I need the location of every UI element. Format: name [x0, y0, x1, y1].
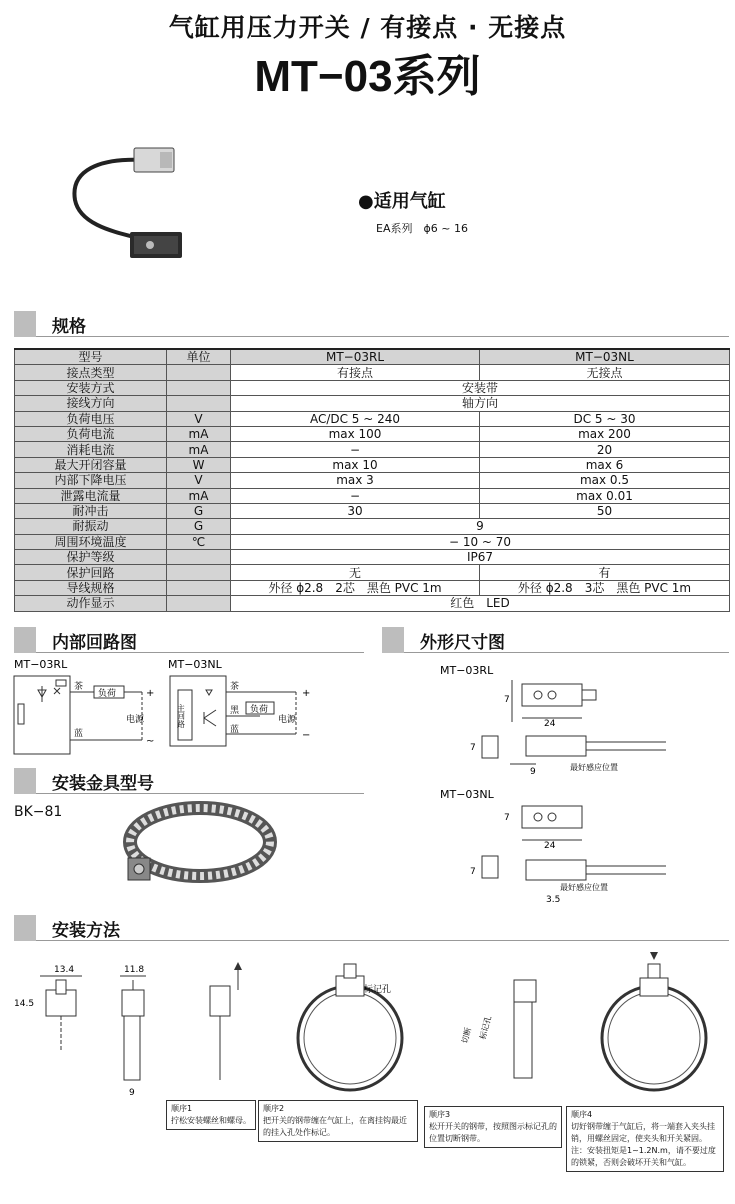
spec-item-name: 保护回路: [15, 565, 167, 580]
spec-item-name: 安装方式: [15, 380, 167, 395]
inst-134: 13.4: [54, 965, 75, 975]
spec-row: [15, 534, 730, 549]
spec-item-unit: [167, 380, 231, 395]
spec-value-rl: max 3: [231, 473, 480, 488]
section-circuit-title: 内部回路图: [52, 633, 137, 653]
spec-item-name: 周围环境温度: [15, 534, 167, 549]
spec-value-rl: 有接点: [231, 365, 480, 380]
spec-row: [15, 380, 730, 395]
circuit-nl-blue: 蓝: [230, 725, 240, 735]
spec-row: [15, 457, 730, 472]
spec-item-unit: [167, 365, 231, 380]
spec-item-unit: [167, 596, 231, 611]
circuit-rl-power: 电源: [126, 715, 145, 725]
step1-text: 拧松安装螺丝和螺母。: [171, 1116, 251, 1125]
applicable-heading: ●适用气缸: [358, 191, 446, 212]
applicable-series: EA系列 ϕ6 ~ 16: [376, 222, 468, 235]
spec-row: [15, 426, 730, 441]
spec-value-nl: max 6: [480, 457, 730, 472]
spec-item-name: 耐振动: [15, 519, 167, 534]
spec-value-rl: 外径 ϕ2.8 2芯 黑色 PVC 1m: [231, 580, 480, 595]
circuit-nl-minus: −: [302, 730, 311, 741]
spec-value-both: − 10 ~ 70: [231, 534, 730, 549]
circuit-diagram: [10, 656, 370, 760]
section-install: [14, 915, 729, 941]
install-diagram: [10, 950, 730, 1100]
spec-item-unit: [167, 550, 231, 565]
spec-header-rl: MT−03RL: [231, 349, 480, 365]
inst-mark-hole2: 标记孔: [478, 1014, 494, 1041]
circuit-nl-brown: 茶: [230, 682, 240, 692]
dim-nl-label: MT−03NL: [440, 788, 494, 801]
circuit-nl-black: 黑: [230, 706, 240, 716]
spec-row: [15, 411, 730, 426]
spec-item-unit: [167, 396, 231, 411]
spec-value-nl: 外径 ϕ2.8 3芯 黑色 PVC 1m: [480, 580, 730, 595]
circuit-rl-ac: ~: [146, 736, 155, 747]
section-bracket: [14, 768, 364, 794]
step1-title: 顺序1: [171, 1104, 193, 1113]
spec-row: [15, 580, 730, 595]
spec-value-both: 轴方向: [231, 396, 730, 411]
dim-rl-9: 9: [530, 767, 536, 777]
spec-item-name: 动作显示: [15, 596, 167, 611]
spec-value-rl: max 100: [231, 426, 480, 441]
spec-item-unit: mA: [167, 426, 231, 441]
spec-row: [15, 503, 730, 518]
page-subtitle: 气缸用压力开关 / 有接点 · 无接点: [168, 13, 567, 42]
spec-item-name: 接点类型: [15, 365, 167, 380]
spec-item-unit: ℃: [167, 534, 231, 549]
step1-note: [166, 1100, 256, 1130]
spec-item-unit: [167, 565, 231, 580]
inst-mark-hole: 标记孔: [364, 985, 392, 995]
spec-item-name: 泄露电流量: [15, 488, 167, 503]
dim-nl-24: 24: [544, 841, 556, 851]
spec-table: [14, 348, 730, 612]
circuit-rl-plus: +: [146, 688, 155, 699]
spec-value-nl: 50: [480, 503, 730, 518]
spec-item-unit: mA: [167, 488, 231, 503]
step3-note: [424, 1106, 562, 1148]
spec-item-unit: V: [167, 473, 231, 488]
spec-item-unit: [167, 580, 231, 595]
spec-item-name: 消耗电流: [15, 442, 167, 457]
section-install-title: 安装方法: [52, 921, 120, 941]
spec-row: [15, 396, 730, 411]
spec-item-unit: V: [167, 411, 231, 426]
spec-value-nl: 无接点: [480, 365, 730, 380]
inst-9: 9: [129, 1088, 135, 1098]
spec-row: [15, 442, 730, 457]
spec-item-name: 内部下降电压: [15, 473, 167, 488]
spec-item-unit: mA: [167, 442, 231, 457]
dim-rl-24: 24: [544, 719, 556, 729]
spec-value-nl: 有: [480, 565, 730, 580]
dim-rl-7b: 7: [470, 743, 476, 753]
dim-nl-7b: 7: [470, 867, 476, 877]
step2-text: 把开关的钢带缠在气缸上，在离挂钩最近的挂入孔处作标记。: [263, 1116, 407, 1137]
circuit-rl-label: MT−03RL: [14, 658, 68, 671]
spec-value-nl: max 200: [480, 426, 730, 441]
circuit-nl-label: MT−03NL: [168, 658, 222, 671]
spec-value-rl: −: [231, 442, 480, 457]
inst-118: 11.8: [124, 965, 145, 975]
section-dimensions-title: 外形尺寸图: [420, 633, 505, 653]
page-title: MT−03系列: [254, 52, 481, 101]
spec-header-row: [15, 349, 730, 365]
inst-145: 14.5: [14, 999, 35, 1009]
circuit-nl-power: 电源: [278, 715, 297, 725]
sensor-photo: [60, 140, 190, 275]
circuit-rl-brown: 茶: [74, 682, 84, 692]
spec-value-rl: max 10: [231, 457, 480, 472]
circuit-rl-blue: 蓝: [74, 729, 84, 739]
step4-note: [566, 1106, 724, 1172]
spec-value-both: 9: [231, 519, 730, 534]
spec-item-name: 保护等级: [15, 550, 167, 565]
spec-row: [15, 365, 730, 380]
spec-value-nl: DC 5 ~ 30: [480, 411, 730, 426]
spec-item-unit: G: [167, 519, 231, 534]
step2-note: [258, 1100, 418, 1142]
circuit-main: 主回路: [176, 704, 186, 728]
spec-item-name: 导线规格: [15, 580, 167, 595]
step4-text: 切好钢带缠于气缸后，将一端套入夹头挂销，用螺丝固定，使夹头和开关紧固。: [571, 1122, 715, 1143]
section-circuit: [14, 627, 364, 653]
step2-title: 顺序2: [263, 1104, 285, 1113]
step3-title: 顺序3: [429, 1110, 451, 1119]
spec-item-name: 耐冲击: [15, 503, 167, 518]
dimension-diagram: [430, 660, 730, 910]
dim-nl-best: 最好感应位置: [560, 883, 608, 892]
spec-header-model: 型号: [15, 349, 167, 365]
spec-value-rl: 无: [231, 565, 480, 580]
spec-header-nl: MT−03NL: [480, 349, 730, 365]
spec-item-name: 负荷电流: [15, 426, 167, 441]
spec-item-unit: G: [167, 503, 231, 518]
spec-value-nl: max 0.01: [480, 488, 730, 503]
spec-item-name: 最大开闭容量: [15, 457, 167, 472]
dim-rl-7a: 7: [504, 695, 510, 705]
bracket-model: BK−81: [14, 804, 63, 820]
spec-row: [15, 473, 730, 488]
spec-value-both: 安装带: [231, 380, 730, 395]
dim-rl-label: MT−03RL: [440, 664, 494, 677]
section-bracket-title: 安装金具型号: [52, 774, 154, 794]
spec-value-both: IP67: [231, 550, 730, 565]
spec-row: [15, 519, 730, 534]
spec-value-both: 红色 LED: [231, 596, 730, 611]
dim-nl-35: 3.5: [546, 895, 561, 905]
spec-header-unit: 单位: [167, 349, 231, 365]
spec-item-name: 接线方向: [15, 396, 167, 411]
dim-nl-7a: 7: [504, 813, 510, 823]
circuit-nl-load: 负荷: [250, 705, 269, 715]
step3-text: 松开开关的钢带，按照图示标记孔的位置切断钢带。: [429, 1122, 557, 1143]
circuit-nl-plus: +: [302, 688, 311, 699]
circuit-rl-load: 负荷: [98, 689, 117, 699]
spec-row: [15, 488, 730, 503]
step4-caution: 注：安装扭矩是1~1.2N.m，请不要过度的锁紧，否则会破坏开关和气缸。: [571, 1146, 716, 1167]
section-spec-title: 规格: [52, 317, 86, 337]
spec-row: [15, 596, 730, 611]
spec-value-nl: max 0.5: [480, 473, 730, 488]
spec-row: [15, 550, 730, 565]
spec-value-nl: 20: [480, 442, 730, 457]
step4-title: 顺序4: [571, 1110, 593, 1119]
spec-value-rl: −: [231, 488, 480, 503]
section-spec: [14, 311, 729, 337]
spec-item-unit: W: [167, 457, 231, 472]
spec-row: [15, 565, 730, 580]
spec-item-name: 负荷电压: [15, 411, 167, 426]
bracket-image: [110, 792, 280, 902]
spec-value-rl: 30: [231, 503, 480, 518]
inst-cut: 切断: [460, 1026, 474, 1045]
dim-rl-best: 最好感应位置: [570, 763, 618, 772]
spec-value-rl: AC/DC 5 ~ 240: [231, 411, 480, 426]
section-dimensions: [382, 627, 729, 653]
